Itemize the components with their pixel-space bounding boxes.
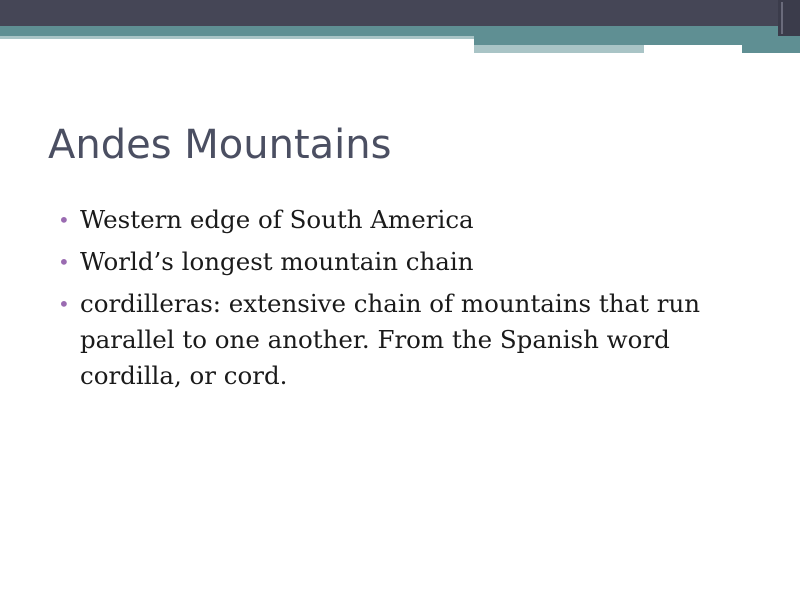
bullet-marker: • (58, 250, 70, 274)
header-decoration (0, 0, 800, 60)
header-light-strip-right (644, 45, 742, 48)
bullet-text: Western edge of South America (80, 205, 474, 234)
header-right-block (742, 36, 800, 53)
bullet-marker: • (58, 292, 70, 316)
bullet-list (58, 202, 758, 400)
bullet-item (58, 286, 758, 394)
bullet-marker: • (58, 208, 70, 232)
header-corner-line (781, 2, 783, 34)
bullet-text: cordilleras: extensive chain of mountains that run parallel to one another. From the Spanish word cordilla, or cord. (80, 289, 701, 390)
header-teal-band (0, 26, 800, 36)
slide-title: Andes Mountains (48, 122, 392, 168)
bullet-item (58, 202, 758, 238)
bullet-text: World’s longest mountain chain (80, 247, 474, 276)
bullet-item (58, 244, 758, 280)
header-light-line (0, 36, 474, 39)
header-dark-band (0, 0, 800, 26)
header-light-strip (474, 45, 644, 53)
